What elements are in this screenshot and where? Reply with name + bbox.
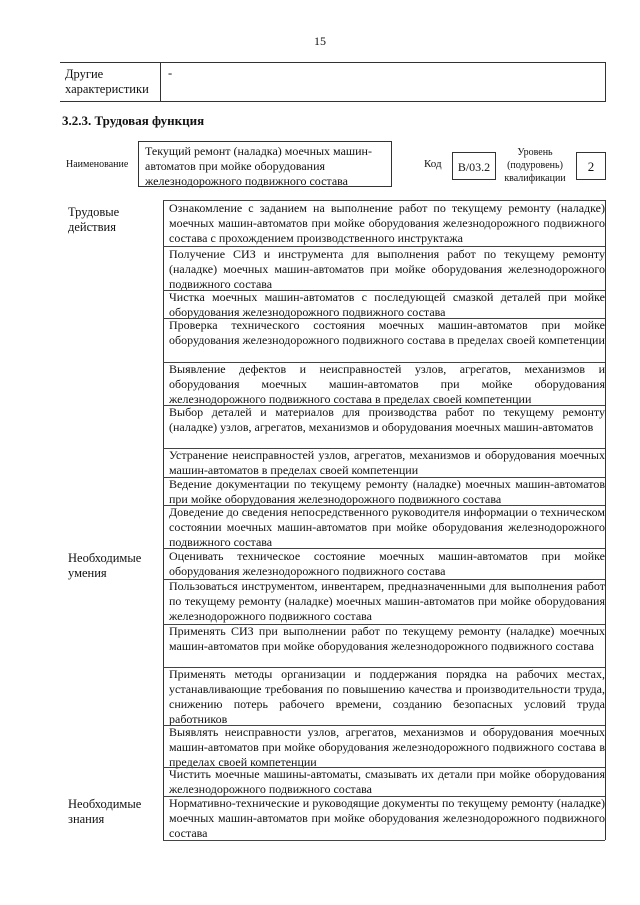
- page-number: 15: [314, 34, 326, 48]
- function-name: Текущий ремонт (наладка) моечных машин-автоматов при мойке оборудования железнодорожного подвижного состава: [138, 141, 392, 187]
- section-title: 3.2.3. Трудовая функция: [62, 113, 205, 128]
- table-right-border: [605, 63, 606, 101]
- list-item: Оценивать техническое состояние моечных машин-автоматов при мойке оборудования железнодорожного подвижного состава: [169, 549, 605, 578]
- name-label: Наименование: [66, 159, 129, 170]
- column-divider: [160, 63, 161, 101]
- list-item: Выявление дефектов и неисправностей узлов, агрегатов, механизмов и оборудования моечных машин-автоматов при мойке оборудования железнодорожного подвижного состава в пределах своей компетенции: [169, 362, 605, 406]
- list-item: Нормативно-технические и руководящие документы по текущему ремонту (наладке) моечных машин-автоматов при мойке оборудования железнодорожного подвижного состава: [169, 796, 605, 840]
- table-right-border: [605, 200, 606, 840]
- other-characteristics-row: [60, 62, 606, 102]
- list-item: Выявлять неисправности узлов, агрегатов, механизмов и оборудования моечных машин-автоматов при мойке оборудования железнодорожного подвижного состава в пределах своей компетенции: [169, 725, 605, 769]
- code-label: Код: [424, 158, 442, 170]
- list-item: Выбор деталей и материалов для производства работ по текущему ремонту (наладке) узлов, агрегатов, механизмов и оборудования моечных машин-автоматов: [169, 405, 605, 434]
- other-characteristics-label: Другие характеристики: [65, 67, 149, 96]
- list-item: Получение СИЗ и инструмента для выполнения работ по текущему ремонту (наладке) моечных машин-автоматов при мойке оборудования железнодорожного подвижного состава: [169, 247, 605, 291]
- group-label-labor-actions: Трудовые действия: [68, 205, 120, 234]
- list-item: Проверка технического состояния моечных машин-автоматов при мойке оборудования железнодорожного подвижного состава в пределах своей компетенции: [169, 318, 605, 347]
- list-item: Чистка моечных машин-автоматов с последующей смазкой деталей при мойке оборудования железнодорожного подвижного состава: [169, 290, 605, 319]
- list-item: Доведение до сведения непосредственного руководителя информации о техническом состоянии моечных машин-автоматов при мойке оборудования железнодорожного подвижного состава: [169, 505, 605, 549]
- code-value: B/03.2: [452, 152, 496, 180]
- qualification-level-value: 2: [576, 152, 606, 180]
- list-item: Ознакомление с заданием на выполнение работ по текущему ремонту (наладке) моечных машин-автоматов при мойке оборудования железнодорожного подвижного состава с прохождением производственного инструктажа: [169, 201, 605, 245]
- list-item: Чистить моечные машины-автоматы, смазывать их детали при мойке оборудования железнодорожного подвижного состава: [169, 767, 605, 796]
- list-item: Применять СИЗ при выполнении работ по текущему ремонту (наладке) моечных машин-автоматов при мойке оборудования железнодорожного подвижного состава: [169, 624, 605, 653]
- other-characteristics-value: -: [168, 66, 173, 80]
- list-item: Применять методы организации и поддержания порядка на рабочих местах, устанавливающие требования по повышению качества и производительности труда, снижению потерь рабочего времени, созданию безопасных условий труда работников: [169, 667, 605, 726]
- group-label-required-knowledge: Необходимые знания: [68, 797, 142, 826]
- list-item: Ведение документации по текущему ремонту (наладке) моечных машин-автоматов при мойке оборудования железнодорожного подвижного состава: [169, 477, 605, 506]
- group-label-required-skills: Необходимые умения: [68, 551, 142, 580]
- row-separator: [163, 840, 605, 841]
- qualification-level-label: Уровень (подуровень) квалификации: [504, 147, 566, 184]
- list-item: Пользоваться инструментом, инвентарем, предназначенными для выполнения работ по текущему ремонту (наладке) моечных машин-автоматов при мойке оборудования железнодорожного подвижного состава: [169, 579, 605, 623]
- list-item: Устранение неисправностей узлов, агрегатов, механизмов и оборудования моечных машин-автоматов в пределах своей компетенции: [169, 448, 605, 477]
